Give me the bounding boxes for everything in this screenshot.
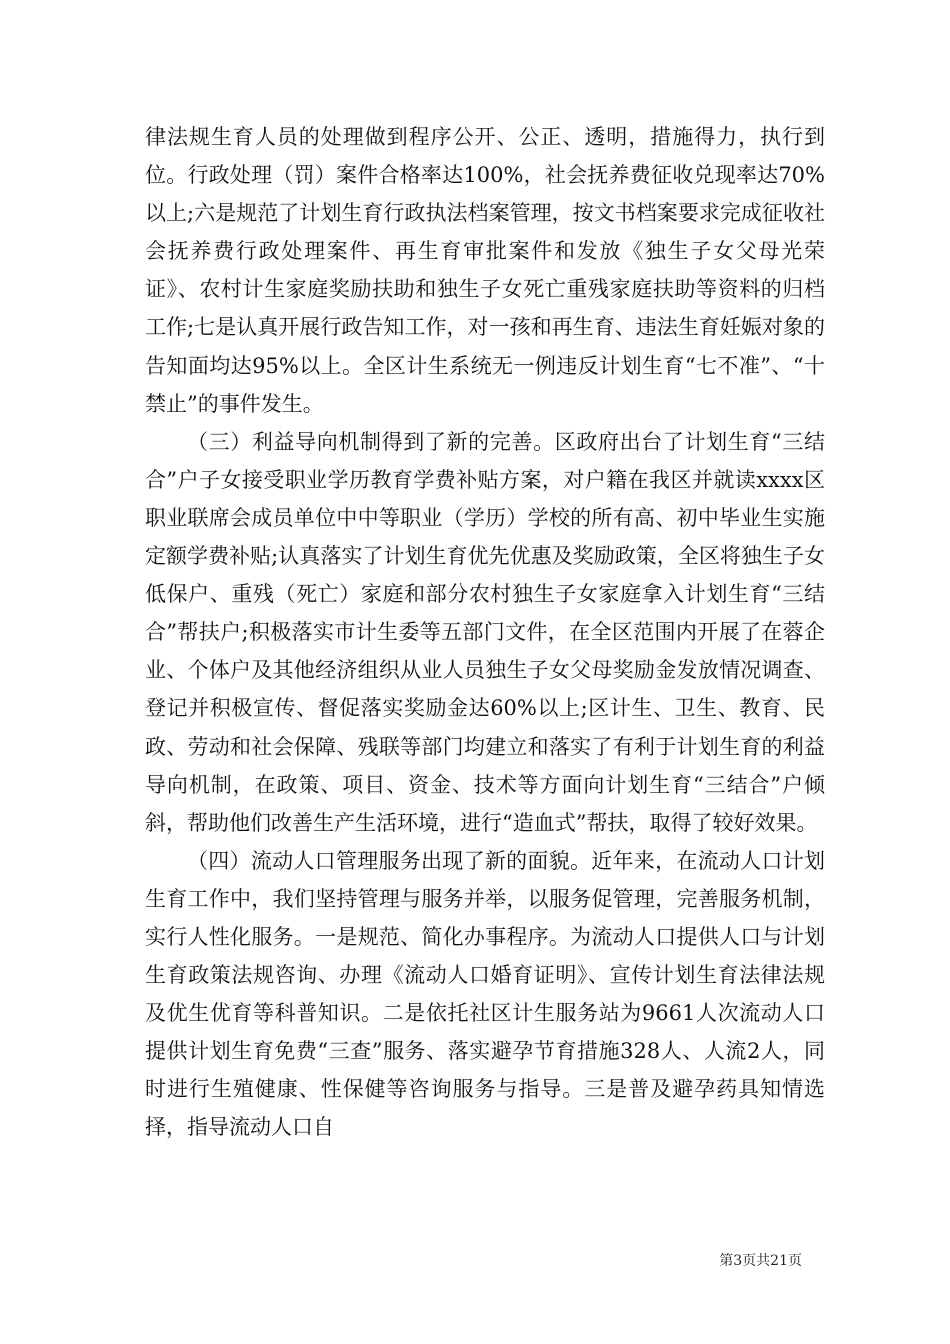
body-text — [145, 118, 825, 1147]
page-number: 第3页共21页 — [719, 1253, 802, 1269]
paragraph-continuation: 律法规生育人员的处理做到程序公开、公正、透明，措施得力，执行到位。行政处理（罚）案件合格率达100%，社会抚养费征收兑现率达70%以上;六是规范了计划生育行政执法档案管理，按文书档案要求完成征收社会抚养费行政处理案件、再生育审批案件和发放《独生子女父母光荣证》、农村计生家庭奖励扶助和独生子女死亡重残家庭扶助等资料的归档工作;七是认真开展行政告知工作，对一孩和再生育、违法生育妊娠对象的告知面均达95%以上。全区计生系统无一例违反计划生育“七不准”、“十禁止”的事件发生。 — [145, 125, 825, 416]
paragraph-section-3: （三）利益导向机制得到了新的完善。区政府出台了计划生育“三结合”户子女接受职业学历教育学费补贴方案，对户籍在我区并就读xxxx区职业联席会成员单位中中等职业（学历）学校的所有高、初中毕业生实施定额学费补贴;认真落实了计划生育优先优惠及奖励政策，全区将独生子女低保户、重残（死亡）家庭和部分农村独生子女家庭拿入计划生育“三结合”帮扶户;积极落实市计生委等五部门文件，在全区范围内开展了在蓉企业、个体户及其他经济组织从业人员独生子女父母奖励金发放情况调查、登记并积极宣传、督促落实奖励金达60%以上;区计生、卫生、教育、民政、劳动和社会保障、残联等部门均建立和落实了有利于计划生育的利益导向机制，在政策、项目、资金、技术等方面向计划生育“三结合”户倾斜，帮助他们改善生产生活环境，进行“造血式”帮扶，取得了较好效果。 — [145, 429, 825, 835]
paragraph-section-4: （四）流动人口管理服务出现了新的面貌。近年来，在流动人口计划生育工作中，我们坚持管理与服务并举，以服务促管理，完善服务机制，实行人性化服务。一是规范、简化办事程序。为流动人口提供人口与计划生育政策法规咨询、办理《流动人口婚育证明》、宣传计划生育法律法规及优生优育等科普知识。二是依托社区计生服务站为9661人次流动人口提供计划生育免费“三查”服务、落实避孕节育措施328人、人流2人，同时进行生殖健康、性保健等咨询服务与指导。三是普及避孕药具知情选择，指导流动人口自 — [145, 848, 825, 1140]
